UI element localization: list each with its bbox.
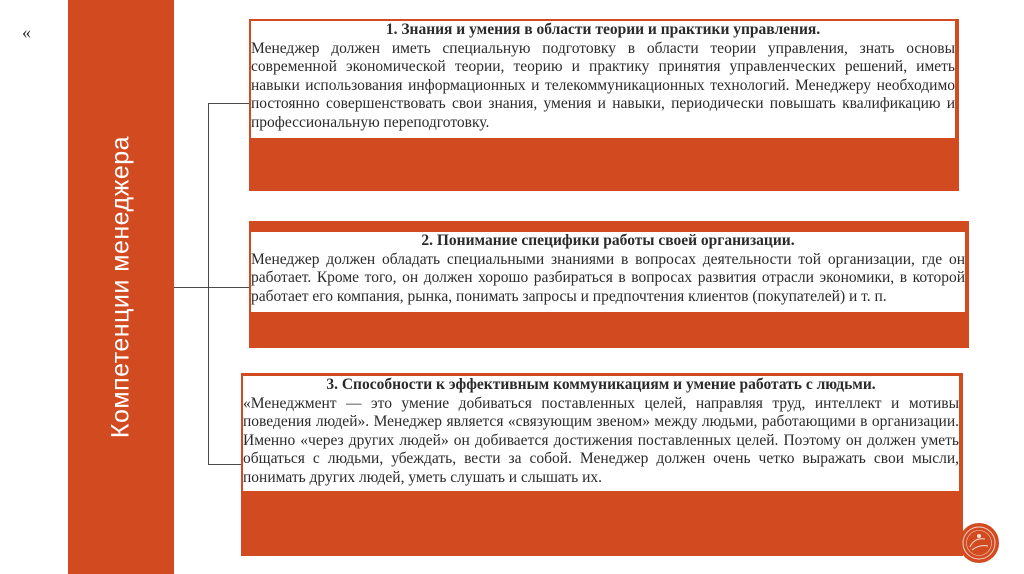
connector-branch-2 xyxy=(208,287,249,288)
competency-card-2-content xyxy=(251,232,965,312)
prev-slide-button[interactable]: « xyxy=(22,22,31,42)
competency-card-1-content xyxy=(251,21,955,138)
competency-card-1 xyxy=(249,19,959,191)
competency-title-1: 1. Знания и умения в области теории и практики управления. xyxy=(385,21,821,38)
sidebar-panel xyxy=(68,0,174,574)
connector-stem xyxy=(174,287,208,288)
competency-body-2: Менеджер должен обладать специальными знаниями в вопросах деятельности той организации, где он работает. Кроме того, он должен хорошо разбираться в вопросах развития отрасли экономики, в которой работает его компания, рынка, понимать запросы и предпочтения клиентов (покупателей) и т. п. xyxy=(251,250,965,305)
connector-branch-1 xyxy=(208,103,249,104)
competency-card-2 xyxy=(249,221,969,348)
connector-spine xyxy=(208,103,209,464)
competency-title-3: 3. Способности к эффективным коммуникациям и умение работать с людьми. xyxy=(326,376,876,393)
competency-body-1: Менеджер должен иметь специальную подготовку в области теории управления, знать основы современной экономической теории, теорию и практику принятия управленческих решений, иметь навыки использования информационных и телекоммуникационных технологий. Менеджеру необходимо постоянно совершенствовать свои знания, умения и навыки, периодически повышать квалификацию и профессиональную переподготовку. xyxy=(251,39,955,131)
competency-card-3-content xyxy=(243,376,959,491)
competency-card-3 xyxy=(241,373,963,556)
circular-logo-icon xyxy=(958,522,1000,564)
connector-branch-3 xyxy=(208,464,241,465)
sidebar-title: Компетенции менеджера xyxy=(106,135,135,439)
competency-title-2: 2. Понимание специфики работы своей организации. xyxy=(421,232,795,249)
competency-body-3: «Менеджмент — это умение добиваться поставленных целей, направляя труд, интеллект и мотивы поведения людей». Менеджер является «связующим звеном» между людьми, работающими в организации. Именно «через других людей» он добивается достижения поставленных целей. Поэтому он должен уметь общаться с людьми, убеждать, вести за собой. Менеджер должен очень четко выражать свои мысли, понимать других людей, уметь слушать и слышать их. xyxy=(243,394,959,486)
